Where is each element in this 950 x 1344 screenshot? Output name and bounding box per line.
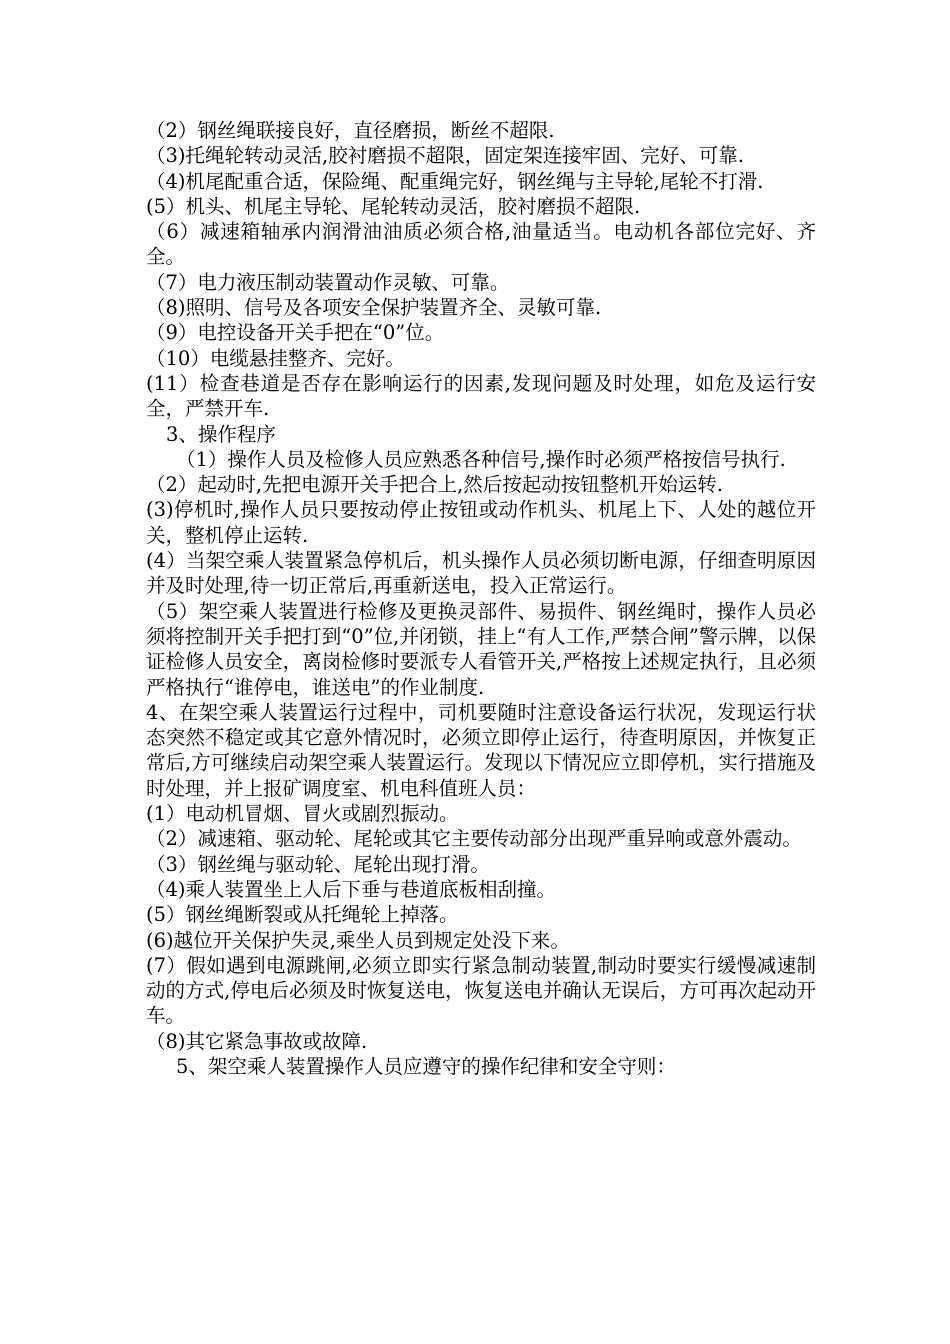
paragraph-check-gearbox-oil: （6）减速箱轴承内润滑油油质必须合格,油量适当。电动机各部位完好、齐全。 (146, 220, 816, 269)
paragraph-stop-other: （8)其它紧急事故或故障. (146, 1029, 368, 1053)
paragraph-check-wire-rope: （2）钢丝绳联接良好，直径磨损，断丝不超限. (146, 119, 555, 142)
section-heading-running-monitoring: 4、在架空乘人装置运行过程中，司机要随时注意设备运行状况，发现运行状态突然不稳定或其它意外情况时，必须立即停止运行，待查明原因，并恢复正常后,方可继续启动架空乘人装置运行。发现以下情况应立即停机，实行措施及时处理，并上报矿调度室、机电科值班人员： (146, 700, 816, 800)
paragraph-stop-scraping: （4)乘人装置坐上人后下垂与巷道底板相刮撞。 (146, 877, 557, 901)
paragraph-op-signals: （1）操作人员及检修人员应熟悉各种信号,操作时必须严格按信号执行. (176, 447, 786, 471)
paragraph-check-tail-counterweight: （4)机尾配重合适，保险绳、配重绳完好，钢丝绳与主导轮,尾轮不打滑. (146, 169, 764, 193)
paragraph-check-brake: （7）电力液压制动装置动作灵敏、可靠。 (146, 270, 510, 294)
paragraph-op-stop: (3)停机时,操作人员只要按动停止按钮或动作机头、机尾上下、人处的越位开关，整机停止运转. (146, 498, 816, 547)
paragraph-stop-limit-switch: (6)越位开关保护失灵,乘坐人员到规定处没下来。 (146, 928, 570, 952)
document-body (146, 118, 816, 1079)
paragraph-check-switch-zero: （9）电控设备开关手把在“0”位。 (146, 321, 445, 345)
paragraph-check-idler-wheels: （3)托绳轮转动灵活,胶衬磨损不超限，固定架连接牢固、完好、可靠. (146, 144, 744, 168)
section-heading-discipline-rules: 5、架空乘人装置操作人员应遵守的操作纪律和安全守则： (176, 1054, 676, 1078)
paragraph-op-maintenance: （5）架空乘人装置进行检修及更换灵部件、易损件、钢丝绳时，操作人员必须将控制开关手把打到“0”位,并闭锁，挂上“有人工作,严禁合闸”警示牌，以保证检修人员安全，离岗检修时要派专人看管开关,严格按上述规定执行，且必须严格执行“谁停电，谁送电”的作业制度. (146, 599, 816, 699)
paragraph-stop-abnormal-noise: （2）减速箱、驱动轮、尾轮或其它主要传动部分出现严重异响或意外震动。 (146, 827, 802, 851)
paragraph-stop-power-trip: (7）假如遇到电源跳闸,必须立即实行紧急制动装置,制动时要实行缓慢减速制动的方式,停电后必须及时恢复送电，恢复送电并确认无误后，方可再次起动开车。 (146, 953, 816, 1028)
paragraph-check-main-wheels: (5）机头、机尾主导轮、尾轮转动灵活，胶衬磨损不超限. (146, 194, 641, 218)
paragraph-stop-rope-break: (5）钢丝绳断裂或从托绳轮上掉落。 (146, 903, 459, 927)
paragraph-check-roadway: (11）检查巷道是否存在影响运行的因素,发现问题及时处理，如危及运行安全，严禁开车. (146, 371, 816, 421)
section-heading-operating-procedure: 3、操作程序 (166, 422, 276, 446)
paragraph-check-lighting-signals: （8)照明、信号及各项安全保护装置齐全、灵敏可靠. (146, 296, 602, 320)
paragraph-stop-motor-smoke: (1）电动机冒烟、冒火或剧烈振动。 (146, 802, 459, 826)
paragraph-op-emergency-stop: (4）当架空乘人装置紧急停机后，机头操作人员必须切断电源，仔细查明原因并及时处理,待一切正常后,再重新送电，投入正常运行。 (146, 549, 816, 598)
paragraph-check-cables: （10）电缆悬挂整齐、完好。 (146, 346, 405, 370)
paragraph-op-start: （2）起动时,先把电源开关手把合上,然后按起动按钮整机开始运转. (146, 473, 724, 497)
paragraph-stop-slipping: （3）钢丝绳与驱动轮、尾轮出现打滑。 (146, 852, 490, 876)
